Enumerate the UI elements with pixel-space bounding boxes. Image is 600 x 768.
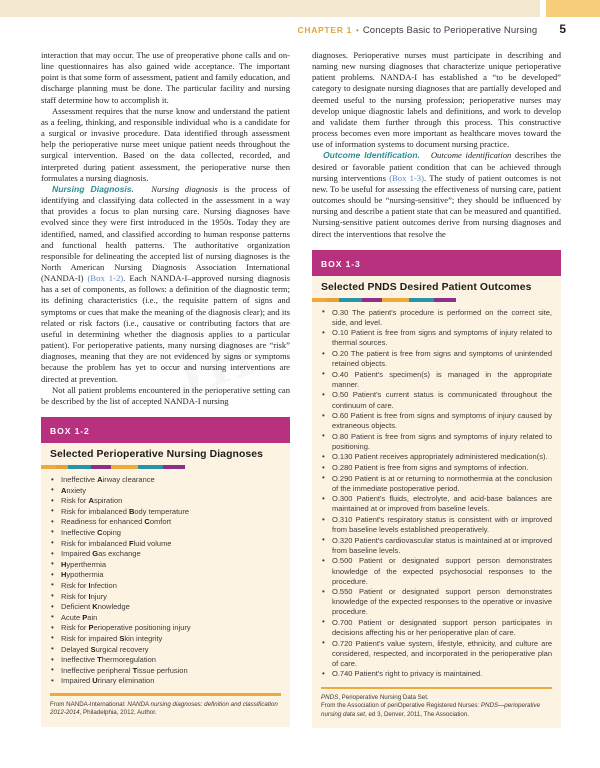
box-1-3-list-item: • O.20 The patient is free from signs and symptoms of unintended retained objects. bbox=[321, 349, 552, 369]
box-1-3-list-item: • O.290 Patient is at or returning to normothermia at the conclusion of the immediate postoperative period. bbox=[321, 474, 552, 494]
cross-reference-box-1-2[interactable]: (Box 1-2) bbox=[87, 273, 124, 284]
diagnosis-key-letter: U bbox=[92, 676, 98, 686]
diagnosis-suffix: kin integrity bbox=[124, 633, 163, 643]
box-1-2-list-item bbox=[50, 645, 281, 655]
diagnosis-prefix: Ineffective bbox=[61, 655, 98, 665]
diagnosis-key-letter: A bbox=[61, 485, 67, 495]
diagnosis-prefix: Readiness for enhanced bbox=[61, 517, 145, 527]
diagnosis-key-letter: I bbox=[88, 591, 91, 601]
box-1-2-list-item bbox=[50, 634, 281, 644]
diagnosis-prefix: Impaired bbox=[61, 676, 93, 686]
diagnosis-prefix: Risk for imbalanced bbox=[61, 506, 129, 516]
diagnosis-key-letter: C bbox=[97, 527, 103, 537]
diagnosis-suffix: nfection bbox=[90, 580, 117, 590]
left-paragraph-3 bbox=[41, 184, 290, 385]
diagnosis-suffix: omfort bbox=[149, 517, 172, 527]
right-column bbox=[312, 50, 561, 728]
diagnosis-suffix: urgical recovery bbox=[95, 644, 149, 654]
box-1-3-number-label: BOX 1-3 bbox=[321, 258, 361, 269]
box-1-2 bbox=[41, 417, 290, 727]
box-1-2-list-item bbox=[50, 517, 281, 527]
diagnosis-suffix: hermoregulation bbox=[101, 655, 156, 665]
diagnosis-suffix: oping bbox=[102, 527, 121, 537]
diagnosis-key-letter: A bbox=[88, 496, 94, 506]
diagnosis-key-letter: B bbox=[128, 506, 135, 516]
box-1-2-list-item bbox=[50, 570, 281, 580]
diagnosis-prefix: Ineffective bbox=[61, 527, 98, 537]
diagnosis-prefix: Acute bbox=[61, 612, 83, 622]
diagnosis-key-letter: P bbox=[88, 623, 94, 633]
box-1-2-diagnosis-list bbox=[41, 475, 290, 686]
spacer bbox=[424, 150, 428, 160]
diagnosis-key-letter: C bbox=[144, 517, 150, 527]
box-1-3-abbrev-expansion: , Perioperative Nursing Data Set. bbox=[338, 693, 429, 701]
box-1-2-list-item bbox=[50, 666, 281, 676]
diagnosis-prefix: Delayed bbox=[61, 644, 91, 654]
diagnosis-suffix: ain bbox=[87, 612, 98, 622]
box-1-3 bbox=[312, 250, 561, 728]
diagnosis-prefix: Risk for bbox=[61, 580, 89, 590]
diagnosis-prefix: Impaired bbox=[61, 549, 93, 559]
box-1-3-source-note bbox=[312, 689, 561, 728]
top-band-gold-segment bbox=[546, 0, 600, 17]
left-column bbox=[41, 50, 290, 728]
box-1-3-source-title: PNDS—perioperative nursing data set bbox=[321, 702, 541, 718]
diagnosis-prefix: Ineffective peripheral bbox=[61, 665, 133, 675]
box-1-3-list-item: • O.80 Patient is free from signs and symptoms of injury related to positioning. bbox=[321, 432, 552, 452]
box-1-3-list-item: • O.130 Patient receives appropriately administered medication(s). bbox=[321, 452, 552, 462]
right-paragraph-1: diagnoses. Perioperative nurses must participate in describing and naming new nursing diagnoses that characterize unique perioperative patient problems. NANDA-I has established a “to be developed” category to designate nursing diagnoses that are partially developed and deemed useful to the nursing profession; perioperative nurses may develop unique diagnostic labels and definitions, and work to develop and validate them further through this process. This constructive process becomes even more important as healthcare moves toward the use of information systems to document nursing practice. bbox=[312, 50, 561, 150]
box-1-2-source-suffix: , Philadelphia, 2012, Author. bbox=[79, 709, 157, 717]
diagnosis-suffix: rinary elimination bbox=[97, 676, 155, 686]
box-1-3-source-prefix: From the Association of periOperative Registered Nurses: bbox=[321, 702, 481, 710]
box-1-2-list-item bbox=[50, 623, 281, 633]
diagnosis-key-letter: P bbox=[82, 612, 88, 622]
box-1-3-list-item: • O.50 Patient's current status is communicated throughout the continuum of care. bbox=[321, 390, 552, 410]
diagnosis-suffix: nxiety bbox=[66, 485, 87, 495]
diagnosis-suffix: issue perfusion bbox=[137, 665, 188, 675]
box-1-3-list-item: • O.320 Patient's cardiovascular status is maintained at or improved from baseline levels. bbox=[321, 536, 552, 556]
diagnosis-suffix: nowledge bbox=[97, 602, 130, 612]
box-1-2-list-item bbox=[50, 486, 281, 496]
box-1-2-list-item bbox=[50, 528, 281, 538]
diagnosis-key-letter: T bbox=[97, 655, 102, 665]
running-head-chapter-label: CHAPTER 1 bbox=[297, 25, 353, 35]
diagnosis-suffix: erioperative positioning injury bbox=[93, 623, 191, 633]
box-1-3-list-item: • O.10 Patient is free from signs and symptoms of injury related to thermal sources. bbox=[321, 328, 552, 348]
box-1-3-list-item: • O.300 Patient's fluids, electrolyte, and acid-base balances are maintained at or improved from baseline levels. bbox=[321, 494, 552, 514]
box-1-2-list-item bbox=[50, 496, 281, 506]
running-head-separator: • bbox=[356, 26, 359, 35]
diagnosis-key-letter: S bbox=[119, 633, 125, 643]
box-1-3-decorative-rule bbox=[312, 298, 561, 302]
box-1-2-source-title: NANDA nursing diagnoses: definition and classification 2012-2014 bbox=[50, 700, 278, 717]
spacer bbox=[140, 184, 146, 194]
box-1-3-citation bbox=[321, 702, 552, 719]
box-1-2-list-item bbox=[50, 560, 281, 570]
box-1-2-source-note bbox=[41, 696, 290, 727]
box-1-2-number-label: BOX 1-2 bbox=[50, 426, 90, 436]
run-in-heading-nursing-diagnosis: Nursing Diagnosis. bbox=[52, 183, 134, 194]
diagnosis-key-letter: F bbox=[128, 538, 134, 548]
box-1-2-list-item bbox=[50, 655, 281, 665]
box-1-2-list-item bbox=[50, 581, 281, 591]
box-1-2-list-item bbox=[50, 549, 281, 559]
diagnosis-key-letter: I bbox=[88, 580, 91, 590]
diagnosis-prefix: Risk for impaired bbox=[61, 633, 120, 643]
diagnosis-prefix: Ineffective bbox=[61, 475, 98, 484]
box-1-3-title: Selected PNDS Desired Patient Outcomes bbox=[321, 281, 532, 293]
box-1-3-list-item: • O.740 Patient's right to privacy is maintained. bbox=[321, 669, 552, 679]
box-1-2-header bbox=[41, 417, 290, 443]
diagnosis-suffix: irway clearance bbox=[102, 475, 155, 484]
diagnosis-key-letter: S bbox=[90, 644, 96, 654]
box-1-3-list-item: • O.30 The patient's procedure is performed on the correct site, side, and level. bbox=[321, 308, 552, 328]
diagnosis-suffix: ody temperature bbox=[134, 506, 189, 516]
left-paragraph-1: interaction that may occur. The use of preoperative phone calls and on-line questionnaires has also gained wide acceptance. The important point is that some form of assessment, patient and family education, and discharge planning must be done. The particular facility and nursing staff determine how to accomplish it. bbox=[41, 50, 290, 105]
box-1-3-list-item: • O.310 Patient's respiratory status is consistent with or improved from baseline levels established preoperatively. bbox=[321, 515, 552, 535]
page-body-columns bbox=[41, 50, 561, 728]
left-paragraph-4: Not all patient problems encountered in the perioperative setting can be described by the list of accepted NANDA-I nursing bbox=[41, 384, 290, 406]
diagnosis-prefix: Risk for bbox=[61, 591, 89, 601]
right-paragraph-2 bbox=[312, 150, 561, 239]
diagnosis-key-letter: H bbox=[61, 559, 67, 569]
diagnosis-key-letter: K bbox=[92, 602, 98, 612]
diagnosis-suffix: njury bbox=[90, 591, 107, 601]
box-1-3-header bbox=[312, 250, 561, 276]
page-top-decorative-band bbox=[0, 0, 600, 17]
left-paragraph-3-text-a: is the process of identifying and classifying data collected in the assessment in a way that provides a focus to plan nursing care. Nursing diagnoses have evolved since they were first introduced in the 1950s. Today they are identified, named, and classified according to human response patterns and functional health patterns. The authoritative organization responsible for delineating the accepted list of nursing diagnoses is the North American Nursing Diagnosis Association International (NANDA-I) bbox=[41, 183, 290, 284]
diagnosis-key-letter: T bbox=[132, 665, 138, 675]
running-head-title: Concepts Basic to Perioperative Nursing bbox=[362, 25, 538, 36]
right-paragraph-2-italic-lead: Outcome identification bbox=[430, 150, 512, 161]
box-1-2-list-item bbox=[50, 613, 281, 623]
right-paragraph-2-text-a: describes the desired or favorable patient condition that can be achieved through nursing interventions bbox=[312, 150, 562, 183]
diagnosis-suffix: yperthermia bbox=[66, 559, 107, 569]
box-1-3-outcome-list bbox=[312, 308, 561, 680]
diagnosis-key-letter: H bbox=[61, 570, 67, 580]
box-1-2-list-item bbox=[50, 676, 281, 686]
box-1-2-source-prefix: From NANDA-International: bbox=[50, 700, 128, 708]
cross-reference-box-1-3[interactable]: (Box 1-3) bbox=[389, 172, 424, 183]
diagnosis-suffix: as exchange bbox=[98, 549, 141, 559]
box-1-3-list-item: • O.720 Patient's value system, lifestyle, ethnicity, and culture are considered, respected, and incorporated in the perioperative plan of care. bbox=[321, 639, 552, 669]
diagnosis-suffix: ypothermia bbox=[66, 570, 104, 580]
box-1-2-list-item bbox=[50, 602, 281, 612]
running-head bbox=[0, 22, 600, 42]
left-paragraph-3-text-b: . Each NANDA-I–approved nursing diagnosis has a set of components, as follows: a definition of the diagnostic term; its defining characteristics (i.e., the requisite pattern of signs and symptoms or cues that make the meaning of the diagnosis clear); and its related or risk factors (i.e., causative or contributing factors that are useful in determining whether the diagnosis applies to a particular patient). For perioperative patients, many nursing diagnoses are “risk” diagnoses, meaning that they are not evidenced by signs or symptoms because the problem has yet to occur and nursing interventions are directed at prevention. bbox=[41, 273, 290, 384]
diagnosis-prefix: Risk for bbox=[61, 496, 89, 506]
box-1-3-abbrev-term: PNDS bbox=[321, 693, 339, 701]
box-1-3-abbreviation-note bbox=[321, 694, 552, 702]
diagnosis-prefix: Risk for imbalanced bbox=[61, 538, 129, 548]
box-1-3-source-suffix: , ed 3, Denver, 2011, The Association. bbox=[365, 710, 470, 718]
diagnosis-suffix: spiration bbox=[93, 496, 123, 506]
run-in-heading-outcome-identification: Outcome Identification. bbox=[323, 150, 420, 161]
box-1-2-list-item bbox=[50, 507, 281, 517]
box-1-3-list-item: • O.500 Patient or designated support person demonstrates knowledge of the expected psychosocial responses to the procedure. bbox=[321, 556, 552, 586]
box-1-3-list-item: • O.40 Patient's specimen(s) is managed in the appropriate manner. bbox=[321, 370, 552, 390]
box-1-2-list-item bbox=[50, 592, 281, 602]
top-band-cream-segment bbox=[0, 0, 540, 17]
right-paragraph-2-text-b: . The study of patient outcomes is not new. To be useful for assessing the effectiveness of nursing care, patient outcomes should be “nursing-sensitive”; they should be influenced by nursing and describe a patient state that can be measured and quantified. Nursing-sensitive patient outcomes derive from nursing diagnoses and direct the interventions that resolve the bbox=[312, 172, 561, 239]
diagnosis-suffix: luid volume bbox=[133, 538, 172, 548]
diagnosis-prefix: Risk for bbox=[61, 623, 89, 633]
box-1-3-list-item: • O.280 Patient is free from signs and symptoms of infection. bbox=[321, 463, 552, 473]
box-1-2-list-item bbox=[50, 539, 281, 549]
page-number: 5 bbox=[559, 22, 566, 36]
diagnosis-key-letter: A bbox=[97, 475, 103, 484]
diagnosis-prefix: Deficient bbox=[61, 602, 93, 612]
diagnosis-key-letter: G bbox=[92, 549, 99, 559]
box-1-3-list-item: • O.700 Patient or designated support person participates in decisions affecting his or her perioperative plan of care. bbox=[321, 618, 552, 638]
box-1-2-list-item bbox=[50, 475, 281, 485]
box-1-2-title: Selected Perioperative Nursing Diagnoses bbox=[50, 449, 264, 460]
left-paragraph-2: Assessment requires that the nurse know and understand the patient as a feeling, thinking, and responsible individual who is a candidate for a surgical or invasive procedure. Data identified through assessment help the perioperative nurse meet unique patient needs throughout the surgical intervention. Based on the data collected, recorded, and interpreted during patient assessment, the perioperative nurse then formulates a nursing diagnosis. bbox=[41, 105, 290, 183]
box-1-3-list-item: • O.60 Patient is free from signs and symptoms of injury caused by extraneous objects. bbox=[321, 411, 552, 431]
box-1-3-list-item: • O.550 Patient or designated support person demonstrates knowledge of the expected responses to the operative or invasive procedure. bbox=[321, 587, 552, 617]
left-paragraph-3-italic-lead: Nursing diagnosis bbox=[151, 183, 218, 194]
box-1-2-decorative-rule bbox=[41, 465, 290, 469]
